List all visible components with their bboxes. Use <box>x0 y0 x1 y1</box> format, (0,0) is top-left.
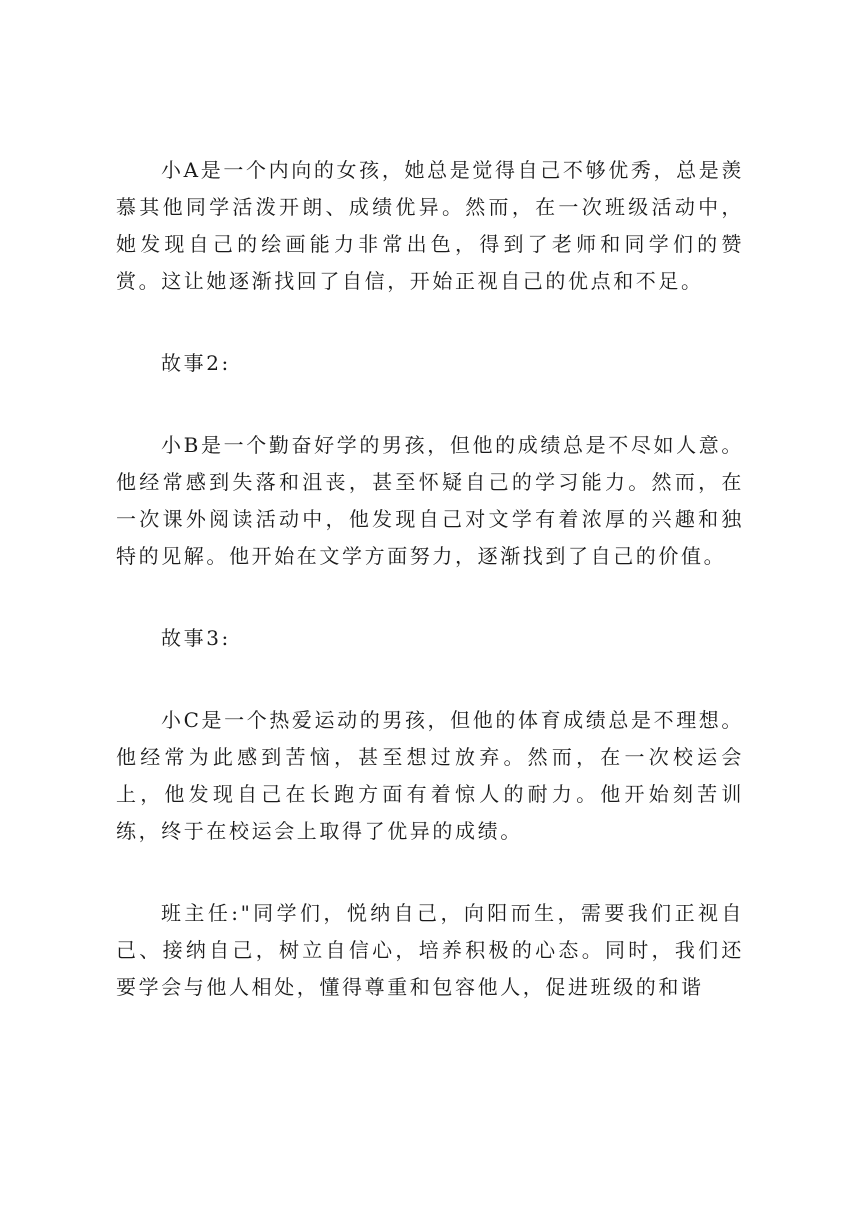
story-3-heading: 故事3: <box>161 626 231 650</box>
paragraph-spacer <box>116 575 744 620</box>
paragraph-spacer <box>116 657 744 702</box>
teacher-speech-paragraph: 班主任:"同学们，悦纳自己，向阳而生，需要我们正视自己、接纳自己，树立自信心，培养积极的心态。同时，我们还要学会与他人相处，懂得尊重和包容他人，促进班级的和谐 <box>116 901 744 999</box>
story-3-paragraph: 小C是一个热爱运动的男孩，但他的体育成绩总是不理想。他经常为此感到苦恼，甚至想过放弃。然而，在一次校运会上，他发现自己在长跑方面有着惊人的耐力。他开始刻苦训练，终于在校运会上取得了优异的成绩。 <box>116 708 744 843</box>
story-2-paragraph: 小B是一个勤奋好学的男孩，但他的成绩总是不尽如人意。他经常感到失落和沮丧，甚至怀疑自己的学习能力。然而，在一次课外阅读活动中，他发现自己对文学有着浓厚的兴趣和独特的见解。他开始在文学方面努力，逐渐找到了自己的价值。 <box>116 433 744 568</box>
paragraph-spacer <box>116 300 744 345</box>
paragraph-spacer <box>116 382 744 427</box>
paragraph-spacer <box>116 850 744 895</box>
story-1-paragraph: 小A是一个内向的女孩，她总是觉得自己不够优秀，总是羡慕其他同学活泼开朗、成绩优异。然而，在一次班级活动中，她发现自己的绘画能力非常出色，得到了老师和同学们的赞赏。这让她逐渐找回了自信，开始正视自己的优点和不足。 <box>116 158 744 293</box>
story-2-heading: 故事2: <box>161 351 231 375</box>
document-body <box>116 152 744 1006</box>
